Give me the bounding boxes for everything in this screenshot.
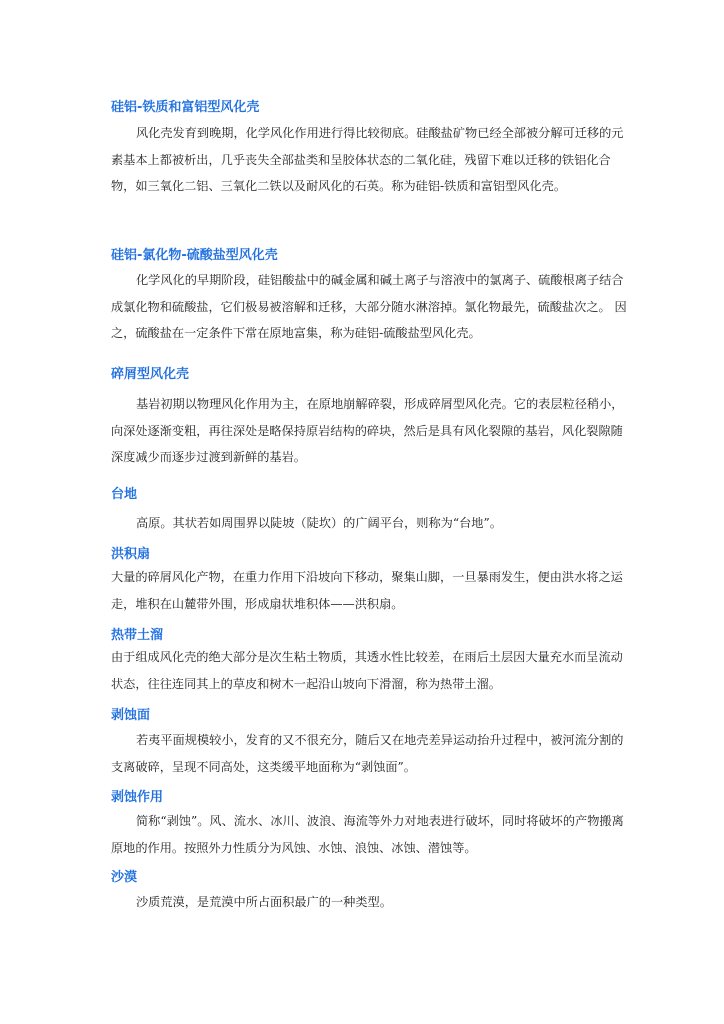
section-body-silica-alumina-iron-crust: 风化壳发育到晚期，化学风化作用进行得比较彻底。硅酸盐矿物已经全部被分解可迁移的元素基本上都被析出，几乎丧失全部盐类和呈胶体状态的二氧化硅，残留下难以迁移的铁铝化合物，如三氧化二铝、三氧化二铁以及耐风化的石英。称为硅铝-铁质和富铝型风化壳。 — [111, 126, 624, 193]
section-heading-alluvial-fan: 洪积扇 — [111, 547, 151, 562]
section-heading-chloride-sulfate-crust: 硅铝-氯化物-硫酸盐型风化壳 — [111, 248, 278, 263]
section-heading-clastic-crust: 碎屑型风化壳 — [111, 367, 190, 382]
section-body-denudation: 简称“剥蚀”。风、流水、冰川、波浪、海流等外力对地表进行破坏，同时将破坏的产物搬离原地的作用。按照外力性质分为风蚀、水蚀、浪蚀、冰蚀、潜蚀等。 — [111, 814, 624, 855]
section-heading-tropical-solifluction: 热带土溜 — [111, 628, 164, 643]
section-heading-denudation: 剥蚀作用 — [111, 790, 164, 805]
section-heading-denudation-surface: 剥蚀面 — [111, 708, 151, 723]
section-heading-platform: 台地 — [111, 487, 138, 502]
section-body-tropical-solifluction: 由于组成风化壳的绝大部分是次生粘土物质，其透水性比较差，在雨后土层因大量充水而呈流动状态，往往连同其上的草皮和树木一起沿山坡向下滑溜，称为热带土溜。 — [111, 650, 623, 691]
section-body-desert: 沙质荒漠，是荒漠中所占面积最广的一种类型。 — [136, 895, 392, 909]
section-heading-desert: 沙漠 — [111, 870, 138, 885]
section-body-clastic-crust: 基岩初期以物理风化作用为主，在原地崩解碎裂，形成碎屑型风化壳。它的表层粒径稍小，向深处逐渐变粗，再往深处是略保持原岩结构的碎块，然后是具有风化裂隙的基岩，风化裂隙随深度减少而逐步过渡到新鲜的基岩。 — [111, 397, 624, 464]
section-body-denudation-surface: 若夷平面规模较小，发育的又不很充分，随后又在地壳差异运动抬升过程中，被河流分割的支离破碎，呈现不同高处，这类缓平地面称为“剥蚀面”。 — [111, 733, 624, 774]
section-body-chloride-sulfate-crust: 化学风化的早期阶段，硅铝酸盐中的碱金属和碱土离子与溶液中的氯离子、硫酸根离子结合成氯化物和硫酸盐，它们极易被溶解和迁移，大部分随水淋溶掉。氯化物最先，硫酸盐次之。 因之，硫酸盐在一定条件下常在原地富集，称为硅铝-硫酸盐型风化壳。 — [111, 273, 627, 340]
section-body-platform: 高原。其状若如周围界以陡坡（陡坎）的广阔平台，则称为“台地”。 — [136, 516, 502, 530]
section-body-alluvial-fan: 大量的碎屑风化产物，在重力作用下沿坡向下移动，聚集山脚，一旦暴雨发生，便由洪水将之运走，堆积在山麓带外围，形成扇状堆积体——洪积扇。 — [111, 570, 623, 611]
section-heading-silica-alumina-iron-crust: 硅铝-铁质和富铝型风化壳 — [111, 100, 260, 115]
